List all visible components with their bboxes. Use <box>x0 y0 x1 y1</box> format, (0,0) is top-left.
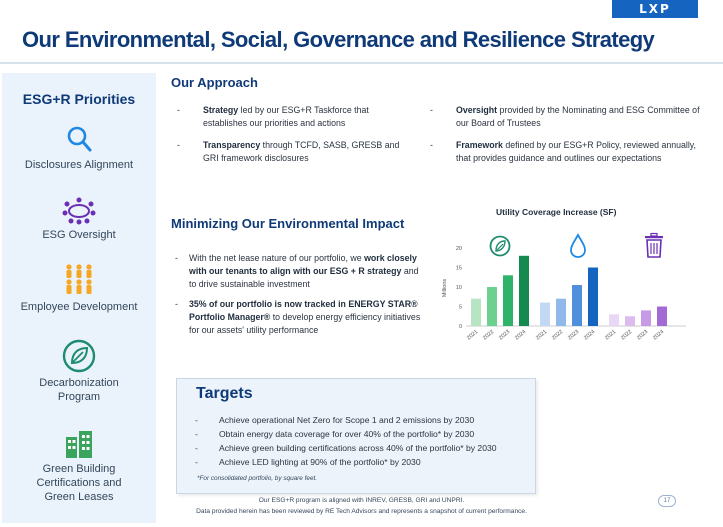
bar-water-2024 <box>588 268 598 327</box>
people-icon <box>62 263 96 297</box>
bar-waste-2021 <box>609 314 619 326</box>
page-number: 17 <box>658 495 676 507</box>
x-tick-label: 2021 <box>466 328 480 342</box>
impact-item: - 35% of our portfolio is now tracked in ENERGY STAR® Portfolio Manager® to develop energy efficiency initiatives for our assets' utility performance <box>175 299 421 335</box>
y-tick-label: 0 <box>458 324 462 330</box>
approach-item-bold: Oversight <box>456 105 498 115</box>
target-item: Achieve LED lighting at 90% of the portfolio* by 2030 <box>219 457 421 467</box>
priority-label: Green Building Certifications and Green Leases <box>36 463 122 503</box>
y-tick-label: 5 <box>458 304 462 311</box>
priority-label: Employee Development <box>20 301 138 313</box>
impact-item-text: to develop energy efficiency initiatives for our assets' utility performance <box>189 312 421 335</box>
targets-footnote: *For consolidated portfolio, by square feet. <box>197 475 318 482</box>
water-drop-icon <box>571 235 585 257</box>
approach-item-bold: Transparency <box>203 140 261 150</box>
sidebar-title: ESG+R Priorities <box>22 91 136 107</box>
leaf-icon <box>62 339 96 373</box>
utility-coverage-chart <box>440 226 690 354</box>
magnifier-icon <box>66 125 92 155</box>
footer-disclaimer: Data provided herein has been reviewed by RE Tech Advisors and represents a snapshot of current performance. <box>196 508 527 515</box>
impact-item-text: With the net lease nature of our portfolio, we <box>189 253 365 263</box>
x-tick-label: 2021 <box>604 328 618 342</box>
priority-green-building <box>2 429 156 504</box>
priority-label: Disclosures Alignment <box>24 159 134 171</box>
bar-energy-2022 <box>487 287 497 326</box>
priorities-sidebar <box>2 73 156 523</box>
bar-water-2023 <box>572 285 582 326</box>
bar-energy-2024 <box>519 256 529 326</box>
bar-energy-2021 <box>471 299 481 326</box>
x-tick-label: 2022 <box>482 328 496 342</box>
priority-employee-development <box>2 263 156 314</box>
approach-item: - Transparency through TCFD, SASB, GRESB and GRI framework disclosures <box>177 140 400 163</box>
impact-heading: Minimizing Our Environmental Impact <box>171 216 405 231</box>
approach-item: - Framework defined by our ESG+R Policy, reviewed annually, that provides guidance and outlines our expectations <box>430 140 697 163</box>
approach-item-text: led by our ESG+R Taskforce that establishes our priorities and actions <box>203 105 369 128</box>
approach-heading: Our Approach <box>171 75 258 90</box>
x-tick-label: 2024 <box>583 328 597 342</box>
y-axis-label: Millions <box>442 278 448 298</box>
approach-item-text: defined by our ESG+R Policy, reviewed annually, that provides guidance and outlines our expectations <box>456 140 697 163</box>
x-tick-label: 2022 <box>551 328 565 342</box>
bar-water-2022 <box>556 299 566 326</box>
footer-note: Our ESG+R program is aligned with INREV, GRESB, GRI and UNPRI. <box>258 497 465 504</box>
x-tick-label: 2024 <box>652 328 666 342</box>
y-tick-label: 10 <box>455 285 462 291</box>
impact-item-bold: work closely with our tenants to align with our ESG + R strategy <box>189 253 417 276</box>
x-tick-label: 2022 <box>620 328 634 342</box>
target-item: Achieve green building certifications across 40% of the portfolio* by 2030 <box>219 443 497 453</box>
chart-title: Utility Coverage Increase (SF) <box>496 207 617 217</box>
x-tick-label: 2021 <box>535 328 549 342</box>
bar-waste-2024 <box>657 307 667 327</box>
approach-item-text: provided by the Nominating and ESG Committee of our Board of Trustees <box>456 105 700 128</box>
priority-decarbonization <box>2 339 156 404</box>
building-icon <box>64 429 94 459</box>
title-divider <box>0 62 723 64</box>
bar-waste-2023 <box>641 310 651 326</box>
approach-item: - Strategy led by our ESG+R Taskforce that establishes our priorities and actions <box>177 105 369 128</box>
approach-item-bold: Strategy <box>203 105 239 115</box>
impact-item-bold: 35% of our portfolio is now tracked in ENERGY STAR® Portfolio Manager® <box>189 299 418 322</box>
targets-heading: Targets <box>196 385 253 402</box>
approach-item: - Oversight provided by the Nominating and ESG Committee of our Board of Trustees <box>430 105 700 128</box>
x-tick-label: 2023 <box>636 328 650 342</box>
priority-label: Decarbonization Program <box>39 377 119 403</box>
x-tick-label: 2023 <box>567 328 581 342</box>
priority-esg-oversight <box>2 195 156 242</box>
priority-disclosures <box>2 125 156 172</box>
trash-bin-icon <box>645 234 663 258</box>
logo-text: LXP <box>639 2 671 16</box>
priority-label: ESG Oversight <box>42 229 116 241</box>
page-title: Our Environmental, Social, Governance and Resilience Strategy <box>22 27 655 52</box>
logo <box>612 0 698 18</box>
bar-waste-2022 <box>625 316 635 326</box>
target-item: Achieve operational Net Zero for Scope 1 and 2 emissions by 2030 <box>219 415 475 425</box>
x-tick-label: 2023 <box>498 328 512 342</box>
bar-water-2021 <box>540 303 550 326</box>
impact-item-text: and to drive sustainable investment <box>189 266 419 289</box>
impact-item: - With the net lease nature of our portfolio, we work closely with our tenants to align with our ESG + R strategy and to drive sustainable investment <box>175 253 419 289</box>
bar-energy-2023 <box>503 275 513 326</box>
approach-item-bold: Framework <box>456 140 503 150</box>
target-item: Obtain energy data coverage for over 40% of the portfolio* by 2030 <box>219 429 475 439</box>
y-tick-label: 20 <box>455 246 462 252</box>
targets-panel: Targets - Achieve operational Net Zero for Scope 1 and 2 emissions by 2030 - Obtain energy data coverage for over 40% of the portfolio* by 2030 - Achieve green building certifications across 40% of the portfolio* by 2030 - Achieve LED lighting at 90% of the portfolio* by 2030 *For consolidated portfolio, by square feet. <box>176 378 536 494</box>
x-tick-label: 2024 <box>514 328 528 342</box>
y-tick-label: 15 <box>455 265 462 272</box>
boardroom-icon <box>61 195 97 225</box>
approach-item-text: through TCFD, SASB, GRESB and GRI framework disclosures <box>203 140 400 163</box>
energy-leaf-icon <box>491 237 510 256</box>
